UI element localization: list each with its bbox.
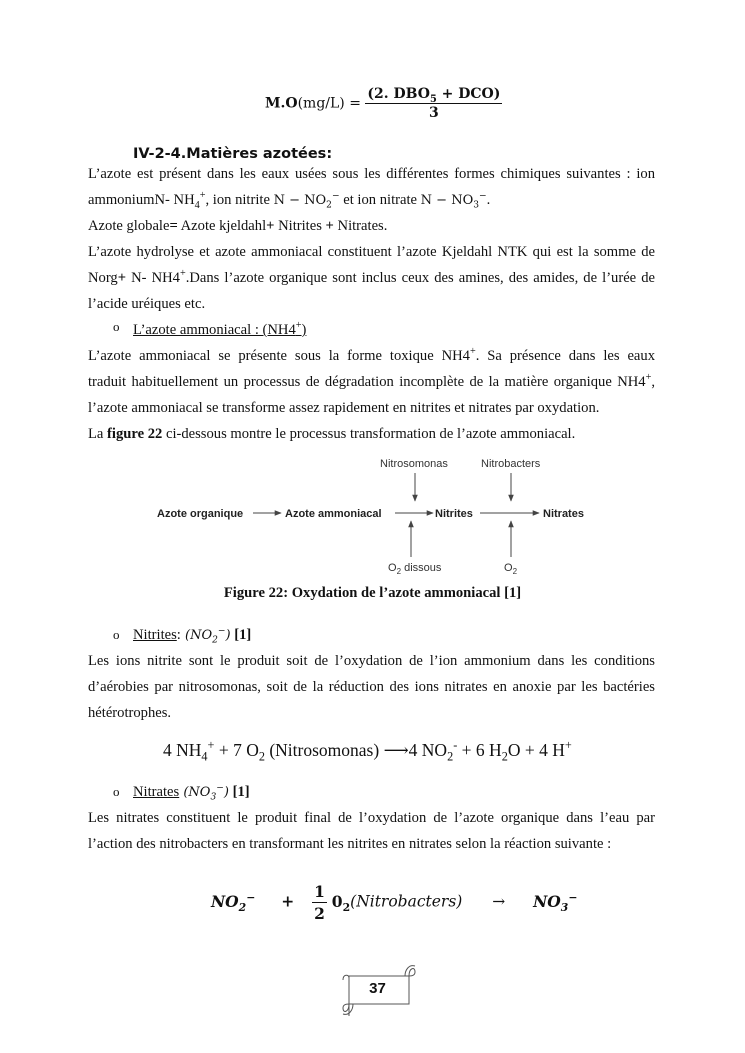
nitrates-line2: l’action des nitrobacters en transformant les nitrites en nitrates selon la réaction suivante : xyxy=(88,836,612,852)
formula-mo-numerator-sub: 5 xyxy=(429,93,437,105)
ammoniacal-line2-a: traduit habituellement un processus de dégradation incomplète de la matière organique NH4 xyxy=(88,374,646,390)
nitrites-formula: NO xyxy=(190,628,213,643)
nh4-sup: + xyxy=(179,268,186,280)
nitrites-word: Nitrites xyxy=(274,218,326,234)
label-nitrobacters: Nitrobacters xyxy=(481,458,541,470)
nitrates-line1: Les nitrates constituent le produit final de l’oxydation de l’azote organique dans l’eau par xyxy=(88,810,655,826)
nitrites-line1: Les ions nitrite sont le produit soit de l’oxydation de l’ion ammonium dans les conditions xyxy=(88,653,655,669)
formula-mo-unit: (mg/L) = xyxy=(297,95,361,112)
figure-ref: figure 22 xyxy=(107,426,163,442)
bullet-nitrites: o xyxy=(113,627,120,642)
nitrite-formula: N − NO xyxy=(273,193,327,208)
ammonium-sup: + xyxy=(199,190,206,202)
ammoniacal-line2 xyxy=(88,369,655,395)
ammoniacal-title-end: ) xyxy=(301,322,307,338)
reaction-nitrobacters xyxy=(211,882,577,923)
label-azote-ammoniacal: Azote ammoniacal xyxy=(285,508,382,520)
para1-line2 xyxy=(88,187,655,214)
ammonium-sub: 4 xyxy=(194,199,200,211)
nitrates-word: Nitrates. xyxy=(333,218,388,234)
ammoniacal-line3: l’azote ammoniacal se transforme assez rapidement en nitrites et nitrates par oxydation. xyxy=(88,400,600,416)
ammoniacal-title xyxy=(133,317,306,343)
nitrite-text: , ion nitrite xyxy=(205,192,274,208)
nitrates-formula: NO xyxy=(188,785,211,800)
label-nitrites: Nitrites xyxy=(435,508,473,520)
nitrate-text: et ion nitrate xyxy=(339,192,421,208)
reaction-arrow-icon: ⟶ xyxy=(383,740,409,760)
norg: Norg xyxy=(88,270,118,286)
bullet-ammoniacal: o xyxy=(113,319,120,334)
ammoniacal-line4 xyxy=(88,421,655,447)
plus-sign-2: + xyxy=(325,218,334,234)
reaction2-agent: (Nitrobacters) xyxy=(350,892,463,911)
nitrogen-oxidation-diagram xyxy=(150,452,600,580)
nh4-text: N- NH4 xyxy=(126,270,180,286)
nitrites-title-text: Nitrites xyxy=(133,627,177,643)
formula-mo-numerator-open: (2. DBO xyxy=(367,86,430,102)
ammoniacal-line1-b: . Sa présence dans les eaux xyxy=(475,348,655,364)
ammoniacal-line2-sup: + xyxy=(645,372,652,384)
label-nitrates: Nitrates xyxy=(543,508,584,520)
nitrate-formula: N − NO xyxy=(420,193,474,208)
formula-mo-numerator-rest: + DCO) xyxy=(436,86,501,102)
page-number: 37 xyxy=(369,980,386,997)
ammoniacal-title-sup: + xyxy=(295,320,302,332)
formula-mo-lhs: M.O xyxy=(265,95,298,112)
equals-sign: = xyxy=(169,218,178,234)
reaction2-fraction: $\frac{1}{2}$ xyxy=(314,882,325,923)
reaction2-rhs: $NO_3^-$ xyxy=(533,890,578,914)
reaction2-o2: $0_2$ xyxy=(331,891,351,914)
formula-mo-denominator: 3 xyxy=(429,105,439,121)
norg-plus: + xyxy=(117,270,127,286)
nitrite-sub: 2 xyxy=(326,200,332,211)
para3-line3: l’acide uréiques etc. xyxy=(88,296,206,312)
nitrates-title-text: Nitrates xyxy=(133,784,180,800)
para3-line2 xyxy=(88,265,655,291)
reaction2-arrow-icon: → xyxy=(492,892,506,911)
nitrite-sup: − xyxy=(331,191,340,202)
nitrates-title: Nitrates $(NO_3^-)$ [1] xyxy=(133,783,250,803)
nitrates-ref: [1] xyxy=(228,784,250,800)
azote-globale: Azote globale xyxy=(88,218,170,234)
formula-mo xyxy=(265,86,502,121)
para1-end: . xyxy=(486,192,491,208)
para3-line2-rest: .Dans l’azote organique sont inclus ceux des amines, des amides, de l’urée de xyxy=(185,270,655,286)
plus-sign-1: + xyxy=(266,218,275,234)
azote-kjeldahl: Azote kjeldahl xyxy=(177,218,267,234)
label-o2: $O_2$ xyxy=(504,562,518,576)
figure-ref-suffix: ci-dessous montre le processus transformation de l’azote ammoniacal. xyxy=(162,426,576,442)
nitrate-sub: 3 xyxy=(473,200,480,211)
nitrate-sup: − xyxy=(479,191,487,202)
para2 xyxy=(88,213,655,239)
ammonium-text: ammoniumN- NH xyxy=(88,192,195,208)
figure-ref-prefix: La xyxy=(88,426,108,442)
nitrites-ref: [1] xyxy=(230,627,252,643)
para3-line1: L’azote hydrolyse et azote ammoniacal constituent l’azote Kjeldahl NTK qui est la somme de xyxy=(88,244,655,260)
nitrites-title: Nitrites: $(NO_2^-)$ [1] xyxy=(133,626,252,646)
reaction2-plus: + xyxy=(281,891,295,911)
nitrites-colon: : xyxy=(176,627,181,643)
nitrites-line3: hétérotrophes. xyxy=(88,705,172,721)
label-nitrosomonas: Nitrosomonas xyxy=(380,458,448,470)
ammoniacal-line1-sup: + xyxy=(469,346,476,358)
bullet-nitrates: o xyxy=(113,784,120,799)
section-heading: IV-2-4.Matières azotées: xyxy=(133,146,333,162)
formula-mo-fraction xyxy=(365,86,502,121)
ammoniacal-title-text: L’azote ammoniacal : (NH4 xyxy=(133,322,296,338)
ammoniacal-line2-b: , xyxy=(651,374,655,390)
label-azote-organique: Azote organique xyxy=(157,508,244,520)
ammoniacal-line1 xyxy=(88,343,655,369)
nitrites-line2: d’aérobies par nitrosomonas, soit de la réduction des ions nitrates en anoxie par les bactéries xyxy=(88,679,655,695)
figure-caption: Figure 22: Oxydation de l’azote ammoniacal [1] xyxy=(223,585,522,601)
para1-line1: L’azote est présent dans les eaux usées sous les différentes formes chimiques suivantes : ion xyxy=(88,166,655,182)
reaction-nitrosomonas: 4 $NH_4^+ + 7$ $O_2$ (Nitrosomonas) ⟶4 $NO_2^- + 6$ $H_2O + 4$ H+ xyxy=(163,738,572,764)
label-o2-dissous: $O_2$ dissous xyxy=(388,562,442,576)
ammoniacal-line1-a: L’azote ammoniacal se présente sous la forme toxique NH4 xyxy=(88,348,470,364)
reaction2-lhs: $NO_2^-$ xyxy=(211,890,256,914)
